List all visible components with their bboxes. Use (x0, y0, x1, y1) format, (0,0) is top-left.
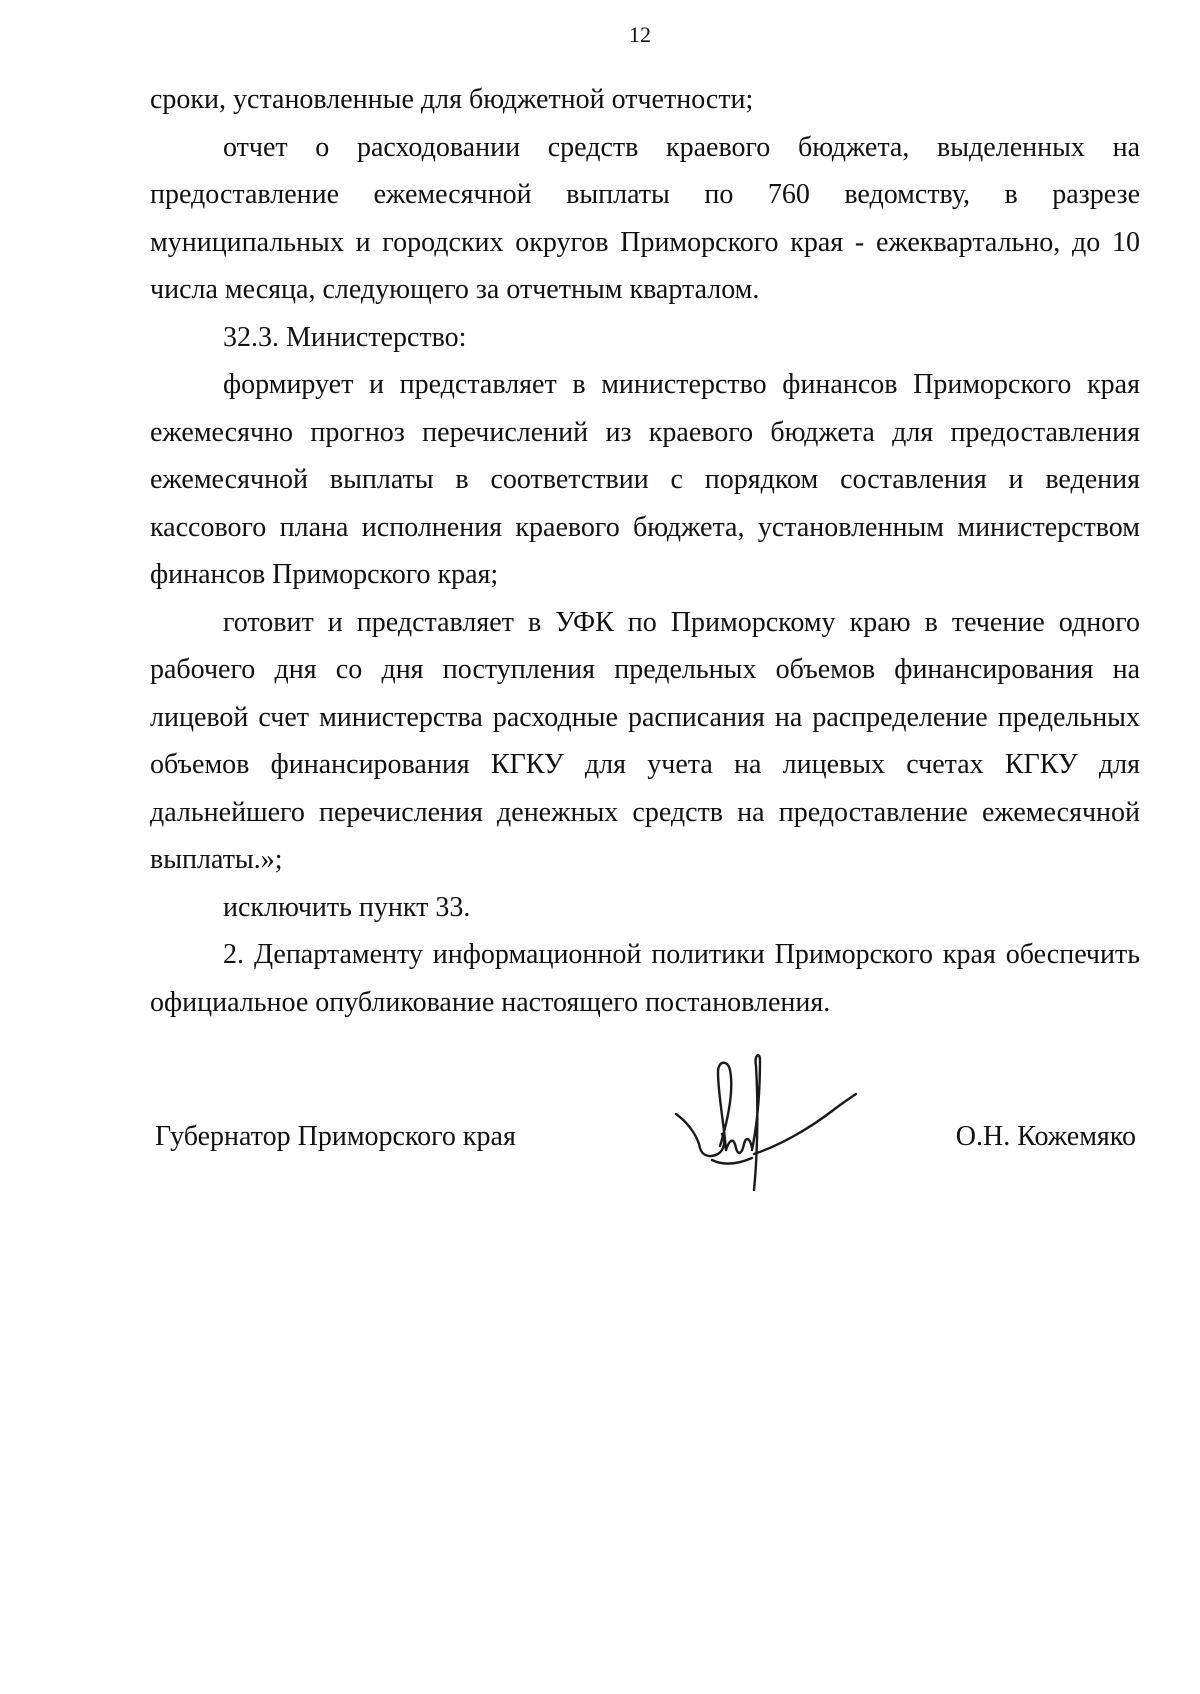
signature-block (150, 1110, 1136, 1170)
paragraph-ministry-heading: 32.3. Министерство: (223, 321, 467, 353)
paragraph-publication: 2. Департаменту информационной политики Приморского края обеспечить официальное опубликование настоящего постановления. (150, 939, 1140, 1018)
signature-stroke-base (712, 1158, 752, 1164)
paragraph-reporting-deadlines: сроки, установленные для бюджетной отчетности; (150, 84, 754, 115)
signature-stroke-loop (718, 1063, 731, 1150)
handwritten-signature (668, 1050, 868, 1200)
signature-stroke-wave (726, 1139, 752, 1153)
document-body (150, 76, 1140, 1026)
paragraph-forecast: формирует и представляет в министерство финансов Приморского края ежемесячно прогноз перечислений из краевого бюджета для предоставления ежемесячной выплаты в соответствии с порядком составления и ведения кассового плана исполнения краевого бюджета, установленным министерством финансов Приморского края; (150, 369, 1140, 590)
paragraph-expense-report: отчет о расходовании средств краевого бюджета, выделенных на предоставление ежемесячной выплаты по 760 ведомству, в разрезе муниципальных и городских округов Приморского края - ежеквартально, до 10 числа месяца, следующего за отчетным кварталом. (150, 131, 1140, 305)
paragraph-exclude-clause: исключить пункт 33. (223, 891, 471, 923)
page-number: 12 (629, 22, 651, 47)
signatory-title: Губернатор Приморского края (155, 1121, 516, 1152)
signature-stroke-hook (676, 1114, 724, 1156)
signatory-name: О.Н. Кожемяко (955, 1121, 1136, 1152)
signature-stroke-tail (754, 1094, 856, 1154)
signature-stroke-descender (752, 1055, 760, 1190)
paragraph-expense-schedules: готовит и представляет в УФК по Приморскому краю в течение одного рабочего дня со дня поступления предельных объемов финансирования на лицевой счет министерства расходные расписания на распределение предельных объемов финансирования КГКУ для учета на лицевых счетах КГКУ для дальнейшего перечисления денежных средств на предоставление ежемесячной выплаты.»; (150, 606, 1140, 875)
